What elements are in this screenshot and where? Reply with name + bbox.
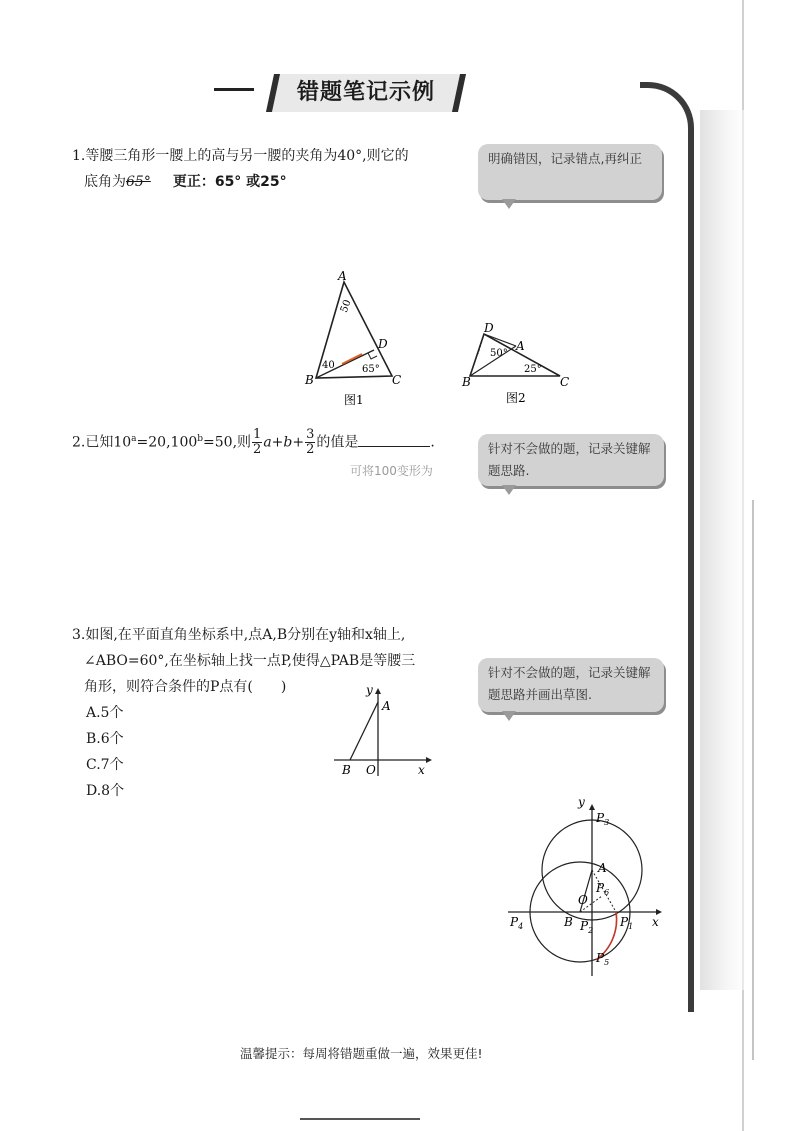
correction: 更正：65° 或25° <box>172 174 287 190</box>
figure-4 <box>506 796 676 982</box>
question-2 <box>72 426 472 457</box>
fig2-side <box>484 334 516 346</box>
fig4-label-p1: $P_1$ <box>620 915 634 931</box>
fig4-label-a: A <box>598 861 607 875</box>
fig2-triangle <box>470 334 560 376</box>
fig1-label-a: A <box>338 269 347 283</box>
fig4-label-p6: $P_6$ <box>596 881 610 897</box>
fig4-label-o: O <box>578 893 588 907</box>
q3-line3: 角形，则符合条件的P点有( ) <box>84 679 287 695</box>
note-3-tail <box>502 711 516 721</box>
note-1-text: 明确错因，记录错点,再纠正 <box>488 151 642 166</box>
footer-tip: 温馨提示：每周将错题重做一遍，效果更佳! <box>240 1046 483 1061</box>
q2-frac2-num: 3 <box>306 427 315 443</box>
figure-2 <box>458 320 578 410</box>
fig3-label-x: x <box>418 763 425 777</box>
fig2-label-a: A <box>516 339 525 353</box>
fig2-caption: 图2 <box>506 391 526 405</box>
note-3 <box>478 658 664 712</box>
smudge-text: 可将100变形为 <box>350 464 433 478</box>
fig4-label-p4: $P_4$ <box>510 915 524 931</box>
fig3-y-arrow <box>375 688 381 694</box>
fig1-angle-b: 40 <box>322 360 335 371</box>
page-shadow <box>700 110 746 990</box>
fig1-right-angle <box>368 353 377 359</box>
fig2-label-b: B <box>462 375 471 389</box>
figure-3 <box>326 680 436 780</box>
fig3-segment-ab <box>350 702 378 760</box>
q2-end: . <box>430 434 435 451</box>
fig3-label-y: y <box>366 683 373 697</box>
q2-frac1-num: 1 <box>253 427 262 443</box>
note-2-tail <box>502 485 516 495</box>
option-a: A.5个 <box>86 705 124 721</box>
q3-line2: ∠ABO=60°,在坐标轴上找一点P,使得△PAB是等腰三 <box>84 653 416 669</box>
figure-1 <box>300 268 410 410</box>
fig1-caption: 图1 <box>344 393 364 407</box>
fig4-y-arrow <box>589 804 595 810</box>
q3-line1: 3.如图,在平面直角坐标系中,点A,B分别在y轴和x轴上, <box>72 627 406 643</box>
q2-exp-b: b <box>197 434 204 444</box>
fig4-label-p2: $P_2$ <box>580 919 594 935</box>
fig4-label-x: x <box>652 915 659 929</box>
fig1-highlight <box>342 354 362 364</box>
title-banner <box>266 74 466 112</box>
question-1-prefix: 底角为 <box>84 174 126 190</box>
question-1 <box>72 143 472 195</box>
q2-mid3: a+b+ <box>263 434 305 451</box>
q2-fraction-1 <box>252 428 262 457</box>
bottom-divider <box>300 1118 420 1120</box>
q2-exp-a: a <box>131 434 137 444</box>
fig4-label-y: y <box>578 796 585 809</box>
fig3-x-arrow <box>426 757 432 763</box>
fig2-label-d: D <box>484 321 494 335</box>
fig2-label-c: C <box>560 375 570 389</box>
fig3-label-b: B <box>342 763 351 777</box>
q2-mid1: =20,100 <box>136 434 198 451</box>
question-1-line2 <box>72 169 472 195</box>
fig2-angle-a: 50° <box>490 348 508 359</box>
fig4-label-p5: $P_5$ <box>596 951 610 967</box>
fig3-label-o: O <box>366 763 376 777</box>
option-c: C.7个 <box>86 757 124 773</box>
fig1-label-c: C <box>392 373 402 387</box>
fig1-angle-c: 65° <box>362 364 380 375</box>
option-b: B.6个 <box>86 731 124 747</box>
q2-frac1-den: 2 <box>253 442 262 458</box>
fig3-label-a: A <box>382 699 391 713</box>
title-decoration-dash <box>214 88 254 91</box>
q2-answer-blank <box>358 432 430 447</box>
fig1-label-b: B <box>305 373 314 387</box>
note-2 <box>478 434 664 486</box>
page-edge-line-2 <box>752 500 754 1060</box>
q2-prefix: 2.已知10 <box>72 434 132 451</box>
option-d: D.8个 <box>86 783 125 799</box>
note-3-text: 针对不会做的题，记录关键解题思路并画出草图. <box>488 665 651 702</box>
q2-fraction-2 <box>305 428 315 457</box>
fig1-angle-a: 50 <box>338 298 354 315</box>
note-1-tail <box>502 199 516 209</box>
question-1-line1: 1.等腰三角形一腰上的高与另一腰的夹角为40°,则它的 <box>72 148 409 164</box>
q2-mid2: =50,则 <box>203 434 252 451</box>
q2-suffix: 的值是 <box>316 434 359 451</box>
fig1-label-d: D <box>378 337 388 351</box>
fig4-label-p3: $P_3$ <box>596 811 610 827</box>
q2-frac2-den: 2 <box>306 442 315 458</box>
page-title: 错题笔记示例 <box>296 80 435 105</box>
wrong-answer: 65° <box>126 174 151 190</box>
fig4-label-b: B <box>564 915 573 929</box>
note-2-text: 针对不会做的题，记录关键解题思路. <box>488 441 651 478</box>
q3-options <box>86 700 124 804</box>
fig2-angle-c: 25° <box>524 364 542 375</box>
note-1 <box>478 144 662 200</box>
